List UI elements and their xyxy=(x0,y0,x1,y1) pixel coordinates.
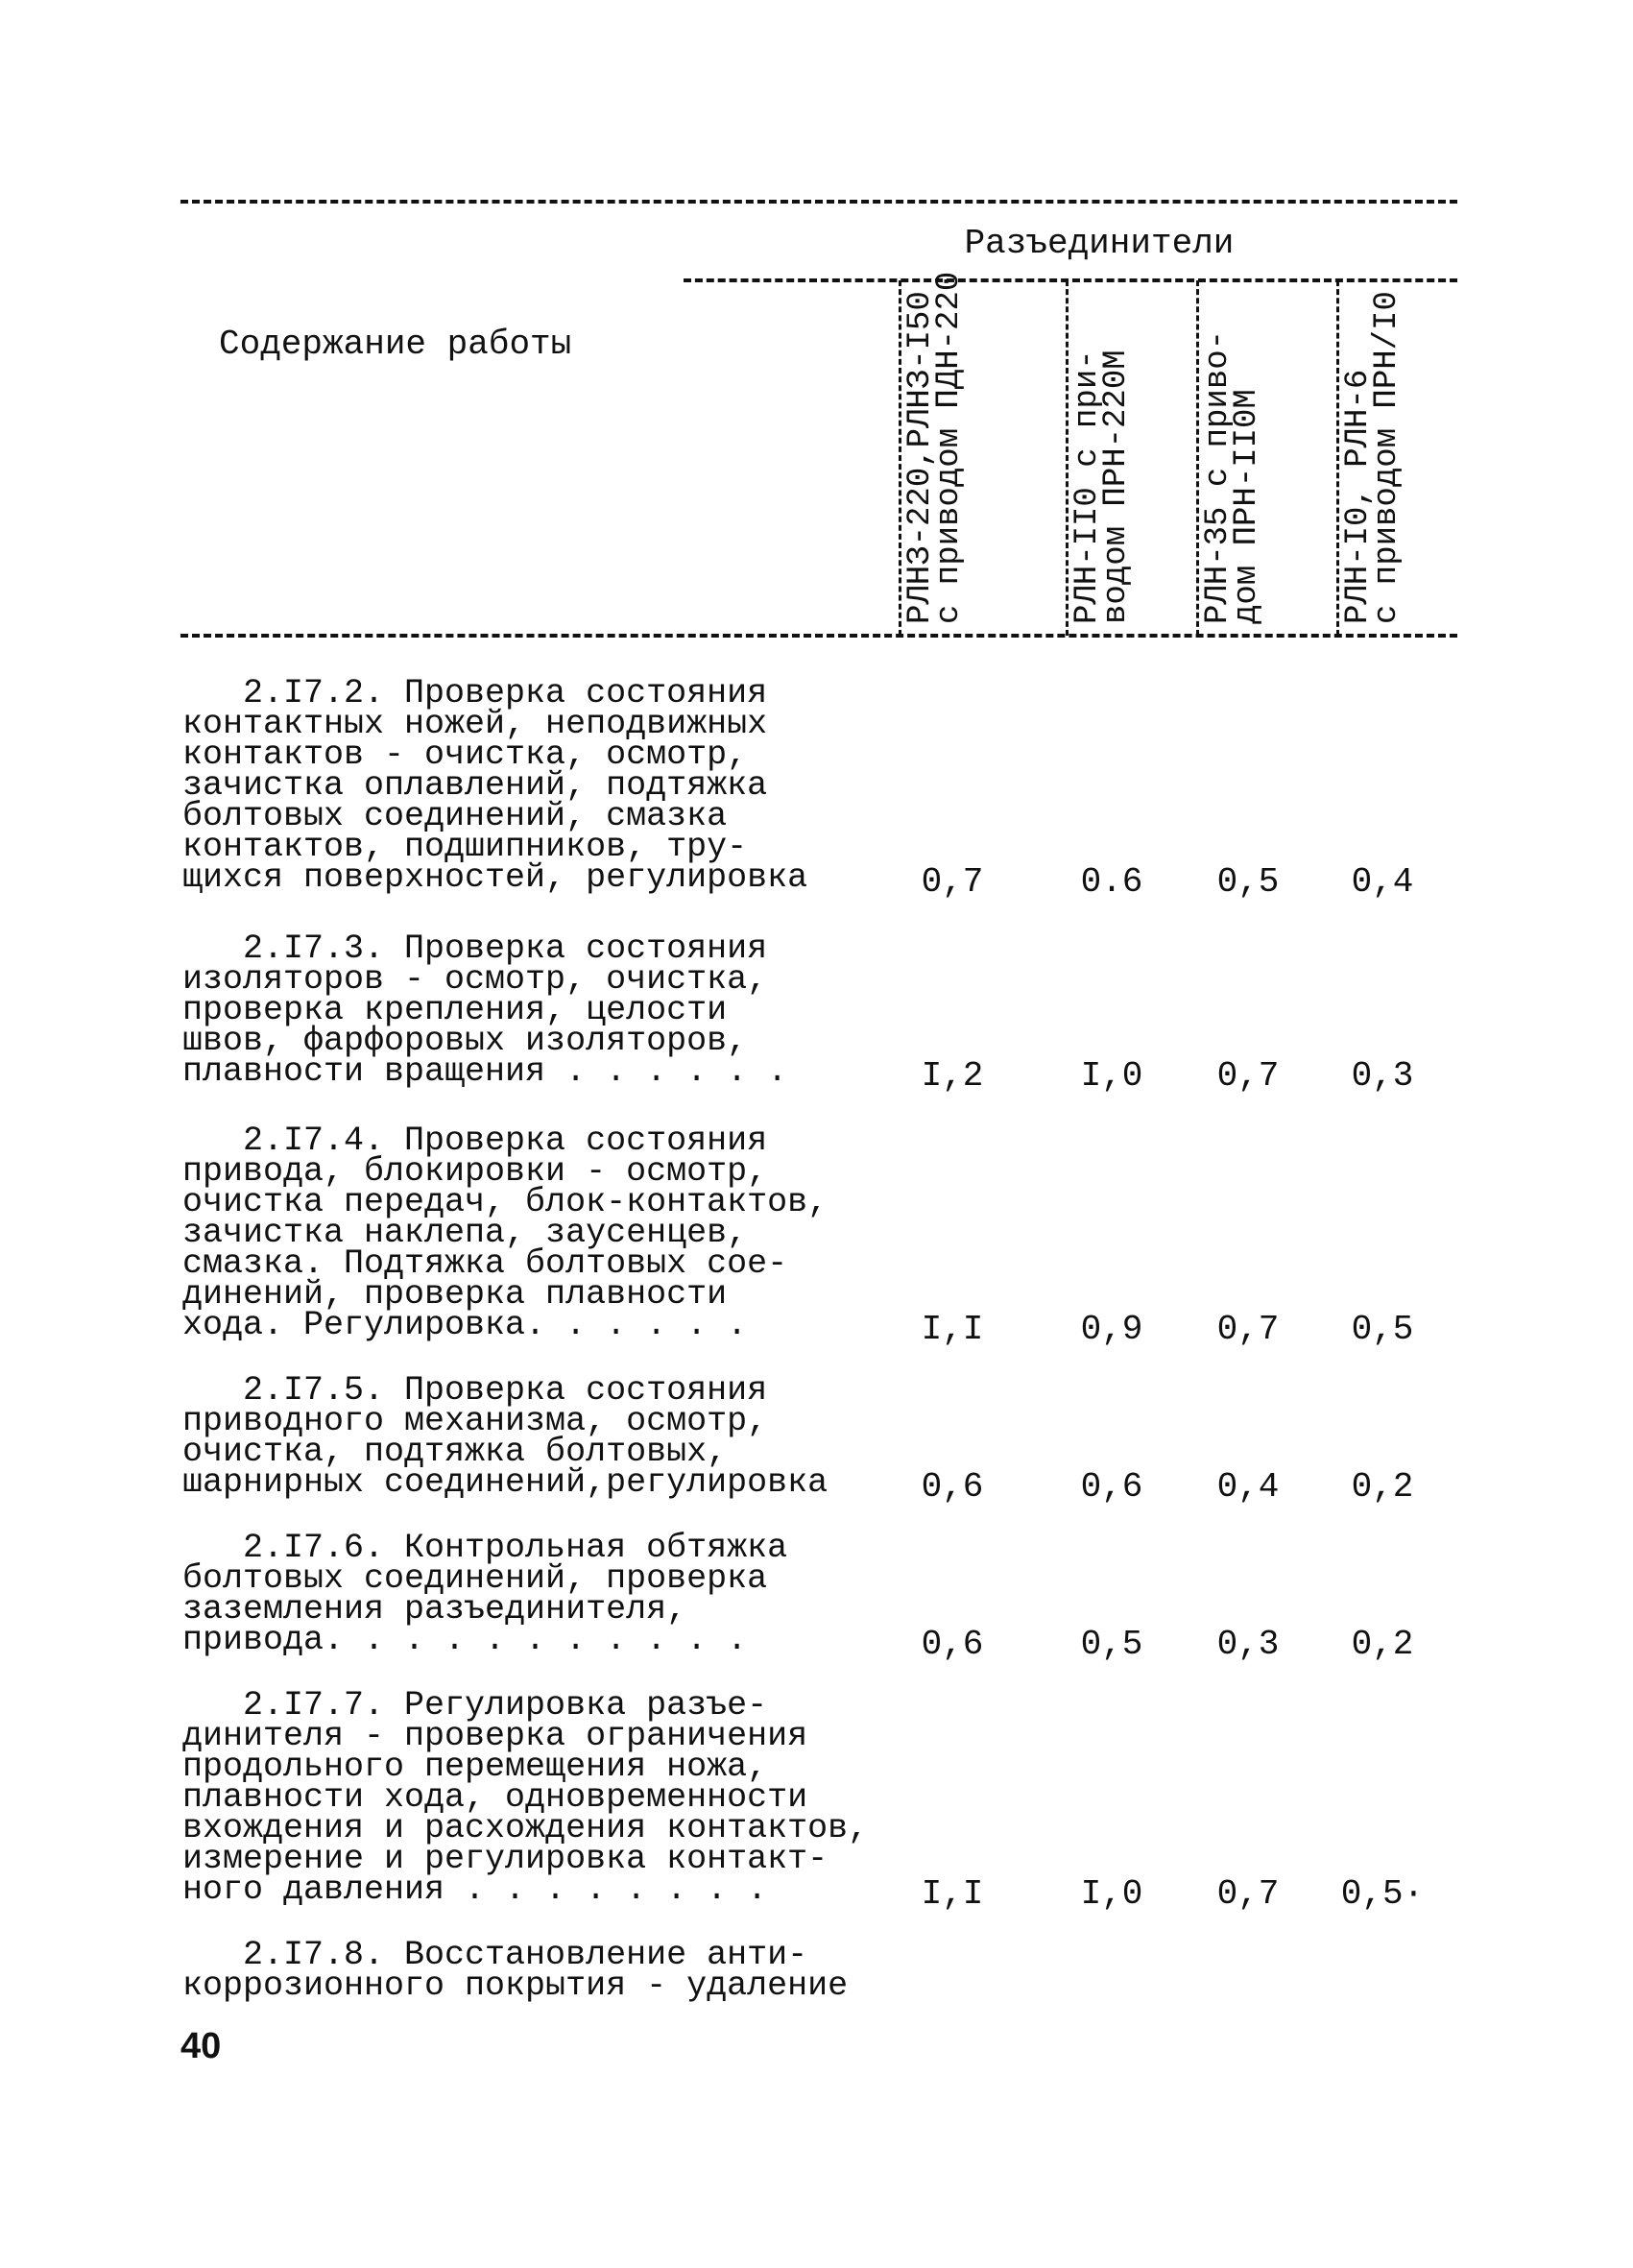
column-separator xyxy=(899,280,901,636)
column-separator xyxy=(1336,280,1339,636)
row-value: 0,5· xyxy=(1340,1874,1425,1914)
row-description: 2.I7.8. Восстановление анти- коррозионного покрытия - удаление xyxy=(182,1936,849,2005)
row-value: I,I xyxy=(921,1310,984,1349)
row-value: 0.6 xyxy=(1080,862,1143,902)
row-value: 0,6 xyxy=(921,1467,984,1507)
column-header-rln-10: РЛН-I0, РЛН-6 с приводом ПРН/I0 xyxy=(1340,291,1405,624)
row-value: 0,7 xyxy=(1216,1056,1280,1096)
row-value: 0,5 xyxy=(1351,1310,1414,1349)
row-description: 2.I7.7. Регулировка разъе- динителя - проверка ограничения продольного перемещения ножа, плавности хода, одновременности вхождения и расхождения контактов, измерение и регулировка контакт- ного давления . . . . . . . . xyxy=(182,1686,869,1909)
column-header-rln-35: РЛН-35 с приво- дом ПРН-II0М xyxy=(1200,329,1265,624)
row-value: I,0 xyxy=(1080,1056,1143,1096)
row-description: 2.I7.4. Проверка состояния привода, блокировки - осмотр, очистка передач, блок-контактов, зачистка наклепа, заусенцев, смазка. Подтяжка болтовых сое- динений, проверка плавности хода. Регулировка. . . . . . xyxy=(182,1122,829,1344)
row-value: 0,3 xyxy=(1351,1056,1414,1096)
row-value: 0,7 xyxy=(1216,1874,1280,1914)
row-value: I,0 xyxy=(1080,1874,1143,1914)
content-column-header: Содержание работы xyxy=(219,325,572,364)
column-separator xyxy=(1196,280,1199,636)
row-value: 0,5 xyxy=(1216,862,1280,902)
row-value: I,2 xyxy=(921,1056,984,1096)
row-value: 0,4 xyxy=(1216,1467,1280,1507)
page-number: 40 xyxy=(180,2026,222,2066)
row-value: 0,7 xyxy=(1216,1310,1280,1349)
row-value: 0,6 xyxy=(921,1625,984,1664)
column-separator xyxy=(1066,280,1069,636)
row-value: 0,4 xyxy=(1351,862,1414,902)
row-value: I,I xyxy=(921,1874,984,1914)
row-description: 2.I7.5. Проверка состояния приводного механизма, осмотр, очистка, подтяжка болтовых, шарнирных соединений,регулировка xyxy=(182,1371,829,1502)
row-value: 0,2 xyxy=(1351,1625,1414,1664)
top-rule xyxy=(180,200,1457,204)
group-header-rule xyxy=(684,278,1457,282)
group-header: Разъединители xyxy=(964,224,1235,263)
row-value: 0,9 xyxy=(1080,1310,1143,1349)
column-header-rlnz-220: РЛНЗ-220,РЛНЗ-I50 с приводом ПДН-220 xyxy=(902,271,968,624)
row-value: 0,3 xyxy=(1216,1625,1280,1664)
row-value: 0,2 xyxy=(1351,1467,1414,1507)
row-description: 2.I7.3. Проверка состояния изоляторов - осмотр, очистка, проверка крепления, целости швов, фарфоровых изоляторов, плавности вращения . . . . . . xyxy=(182,929,788,1091)
row-value: 0,7 xyxy=(921,862,984,902)
row-description: 2.I7.2. Проверка состояния контактных ножей, неподвижных контактов - очистка, осмотр, зачистка оплавлений, подтяжка болтовых соединений, смазка контактов, подшипников, тру- щихся поверхностей, регулировка xyxy=(182,674,808,897)
row-description: 2.I7.6. Контрольная обтяжка болтовых соединений, проверка заземления разъединителя, привода. . . . . . . . . . . xyxy=(182,1529,788,1659)
row-value: 0,5 xyxy=(1080,1625,1143,1664)
row-value: 0,6 xyxy=(1080,1467,1143,1507)
column-header-rln-110: РЛН-II0 с при- водом ПРН-220М xyxy=(1069,350,1135,624)
header-bottom-rule xyxy=(180,634,1457,638)
